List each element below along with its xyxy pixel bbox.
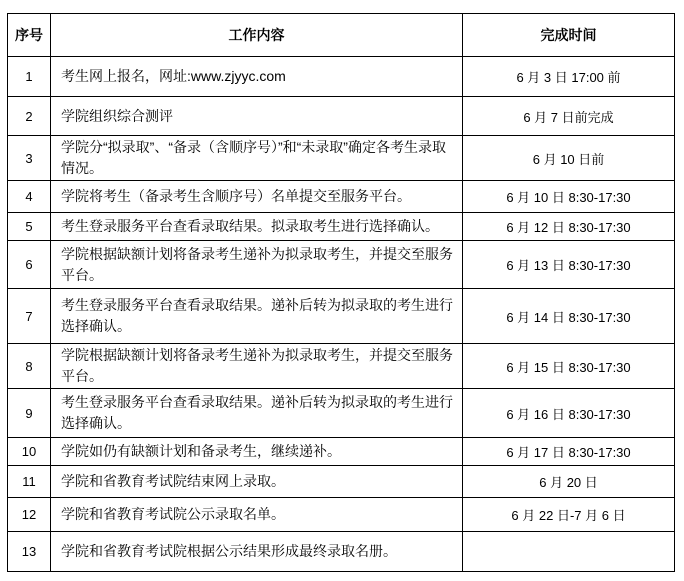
row-completion-time: 6 月 15 日 8:30-17:30 [463, 344, 675, 389]
row-completion-time: 6 月 22 日-7 月 6 日 [463, 498, 675, 532]
row-task-description: 学院和省教育考试院结束网上录取。 [51, 466, 463, 498]
row-sequence-number: 4 [8, 181, 51, 213]
table-row [8, 181, 675, 213]
table-row [8, 466, 675, 498]
table-row [8, 389, 675, 438]
table-row [8, 498, 675, 532]
row-completion-time: 6 月 17 日 8:30-17:30 [463, 438, 675, 466]
row-task-description: 学院和省教育考试院公示录取名单。 [51, 498, 463, 532]
row-sequence-number: 11 [8, 466, 51, 498]
row-task-description: 学院分“拟录取”、“备录（含顺序号）”和“未录取”确定各考生录取情况。 [51, 136, 463, 181]
row-completion-time: 6 月 10 日前 [463, 136, 675, 181]
row-task-description: 考生登录服务平台查看录取结果。拟录取考生进行选择确认。 [51, 213, 463, 241]
row-completion-time: 6 月 3 日 17:00 前 [463, 57, 675, 97]
row-sequence-number: 9 [8, 389, 51, 438]
table-row [8, 136, 675, 181]
row-sequence-number: 6 [8, 241, 51, 289]
row-sequence-number: 7 [8, 289, 51, 344]
table-row [8, 532, 675, 572]
row-sequence-number: 1 [8, 57, 51, 97]
row-completion-time: 6 月 13 日 8:30-17:30 [463, 241, 675, 289]
table-row [8, 438, 675, 466]
row-task-description: 学院组织综合测评 [51, 97, 463, 136]
row-task-description: 学院如仍有缺额计划和备录考生，继续递补。 [51, 438, 463, 466]
row-completion-time: 6 月 10 日 8:30-17:30 [463, 181, 675, 213]
table-row [8, 213, 675, 241]
row-task-description: 学院将考生（备录考生含顺序号）名单提交至服务平台。 [51, 181, 463, 213]
row-completion-time: 6 月 7 日前完成 [463, 97, 675, 136]
table-row [8, 344, 675, 389]
admission-schedule-table [7, 13, 675, 572]
row-completion-time [463, 532, 675, 572]
row-sequence-number: 12 [8, 498, 51, 532]
row-sequence-number: 8 [8, 344, 51, 389]
row-completion-time: 6 月 16 日 8:30-17:30 [463, 389, 675, 438]
row-task-description: 学院和省教育考试院根据公示结果形成最终录取名册。 [51, 532, 463, 572]
row-sequence-number: 2 [8, 97, 51, 136]
table-body [8, 57, 675, 572]
row-sequence-number: 3 [8, 136, 51, 181]
table-row [8, 241, 675, 289]
table-row [8, 57, 675, 97]
row-task-description: 考生登录服务平台查看录取结果。递补后转为拟录取的考生进行选择确认。 [51, 389, 463, 438]
header-row [8, 14, 675, 57]
row-sequence-number: 13 [8, 532, 51, 572]
row-completion-time: 6 月 12 日 8:30-17:30 [463, 213, 675, 241]
row-completion-time: 6 月 14 日 8:30-17:30 [463, 289, 675, 344]
row-sequence-number: 5 [8, 213, 51, 241]
row-task-description: 考生网上报名，网址:www.zjyyc.com [51, 57, 463, 97]
row-task-description: 学院根据缺额计划将备录考生递补为拟录取考生，并提交至服务平台。 [51, 344, 463, 389]
column-header-time: 完成时间 [463, 14, 675, 57]
table-row [8, 97, 675, 136]
column-header-task: 工作内容 [51, 14, 463, 57]
row-task-description: 学院根据缺额计划将备录考生递补为拟录取考生，并提交至服务平台。 [51, 241, 463, 289]
row-task-description: 考生登录服务平台查看录取结果。递补后转为拟录取的考生进行选择确认。 [51, 289, 463, 344]
row-sequence-number: 10 [8, 438, 51, 466]
column-header-seq: 序号 [8, 14, 51, 57]
row-completion-time: 6 月 20 日 [463, 466, 675, 498]
table-row [8, 289, 675, 344]
